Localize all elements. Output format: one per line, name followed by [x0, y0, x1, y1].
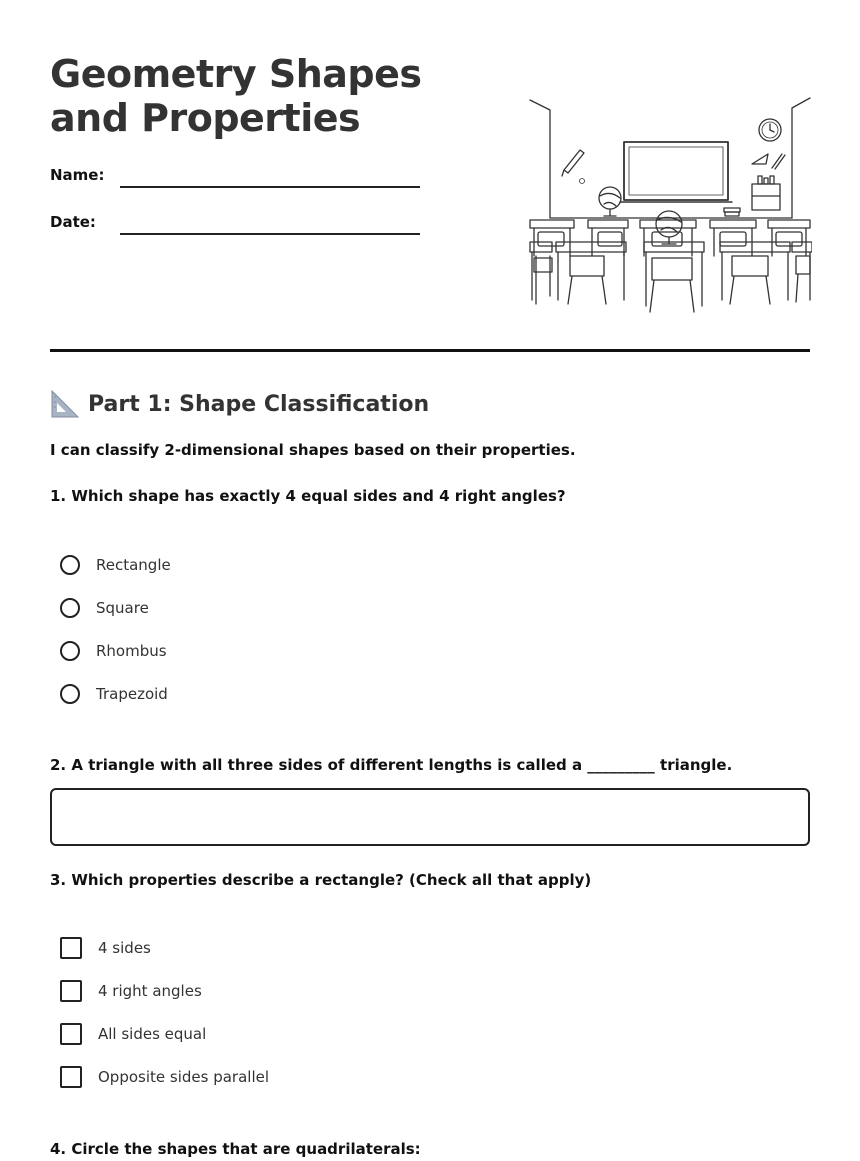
- q3-option-4-sides[interactable]: [60, 935, 151, 961]
- q3-option-4-right-angles[interactable]: [60, 978, 202, 1004]
- question-2: 2. A triangle with all three sides of different lengths is called a _________ triangle.: [50, 756, 733, 774]
- radio-button[interactable]: [60, 641, 80, 661]
- q2-answer-input[interactable]: [50, 788, 810, 846]
- radio-button[interactable]: [60, 598, 80, 618]
- option-label: Opposite sides parallel: [98, 1068, 270, 1086]
- option-label: Trapezoid: [96, 685, 168, 703]
- date-field[interactable]: [120, 233, 420, 235]
- option-label: Square: [96, 599, 149, 617]
- q1-option-trapezoid[interactable]: [60, 681, 168, 707]
- q1-option-square[interactable]: [60, 595, 149, 621]
- classroom-illustration: [528, 96, 812, 314]
- triangle-ruler-icon: [50, 389, 80, 419]
- question-3: 3. Which properties describe a rectangle? (Check all that apply): [50, 871, 592, 889]
- date-label: Date:: [50, 213, 96, 231]
- radio-button[interactable]: [60, 555, 80, 575]
- q1-option-rhombus[interactable]: [60, 638, 167, 664]
- q3-option-opposite-sides-parallel[interactable]: [60, 1064, 269, 1090]
- name-field[interactable]: [120, 186, 420, 188]
- q1-option-rectangle[interactable]: [60, 552, 171, 578]
- question-1: 1. Which shape has exactly 4 equal sides and 4 right angles?: [50, 487, 566, 505]
- q3-option-all-sides-equal[interactable]: [60, 1021, 206, 1047]
- checkbox[interactable]: [60, 1066, 82, 1088]
- header-divider: [50, 349, 810, 352]
- question-4: 4. Circle the shapes that are quadrilaterals:: [50, 1140, 421, 1158]
- option-label: Rhombus: [96, 642, 167, 660]
- part1-heading: [50, 388, 429, 420]
- name-label: Name:: [50, 166, 105, 184]
- learning-objective: I can classify 2-dimensional shapes based on their properties.: [50, 441, 576, 459]
- part1-heading-text: Part 1: Shape Classification: [88, 391, 430, 417]
- checkbox[interactable]: [60, 1023, 82, 1045]
- option-label: 4 right angles: [98, 982, 202, 1000]
- checkbox[interactable]: [60, 937, 82, 959]
- radio-button[interactable]: [60, 684, 80, 704]
- option-label: 4 sides: [98, 939, 151, 957]
- checkbox[interactable]: [60, 980, 82, 1002]
- page-title: Geometry Shapes and Properties: [50, 52, 422, 140]
- option-label: Rectangle: [96, 556, 171, 574]
- option-label: All sides equal: [98, 1025, 207, 1043]
